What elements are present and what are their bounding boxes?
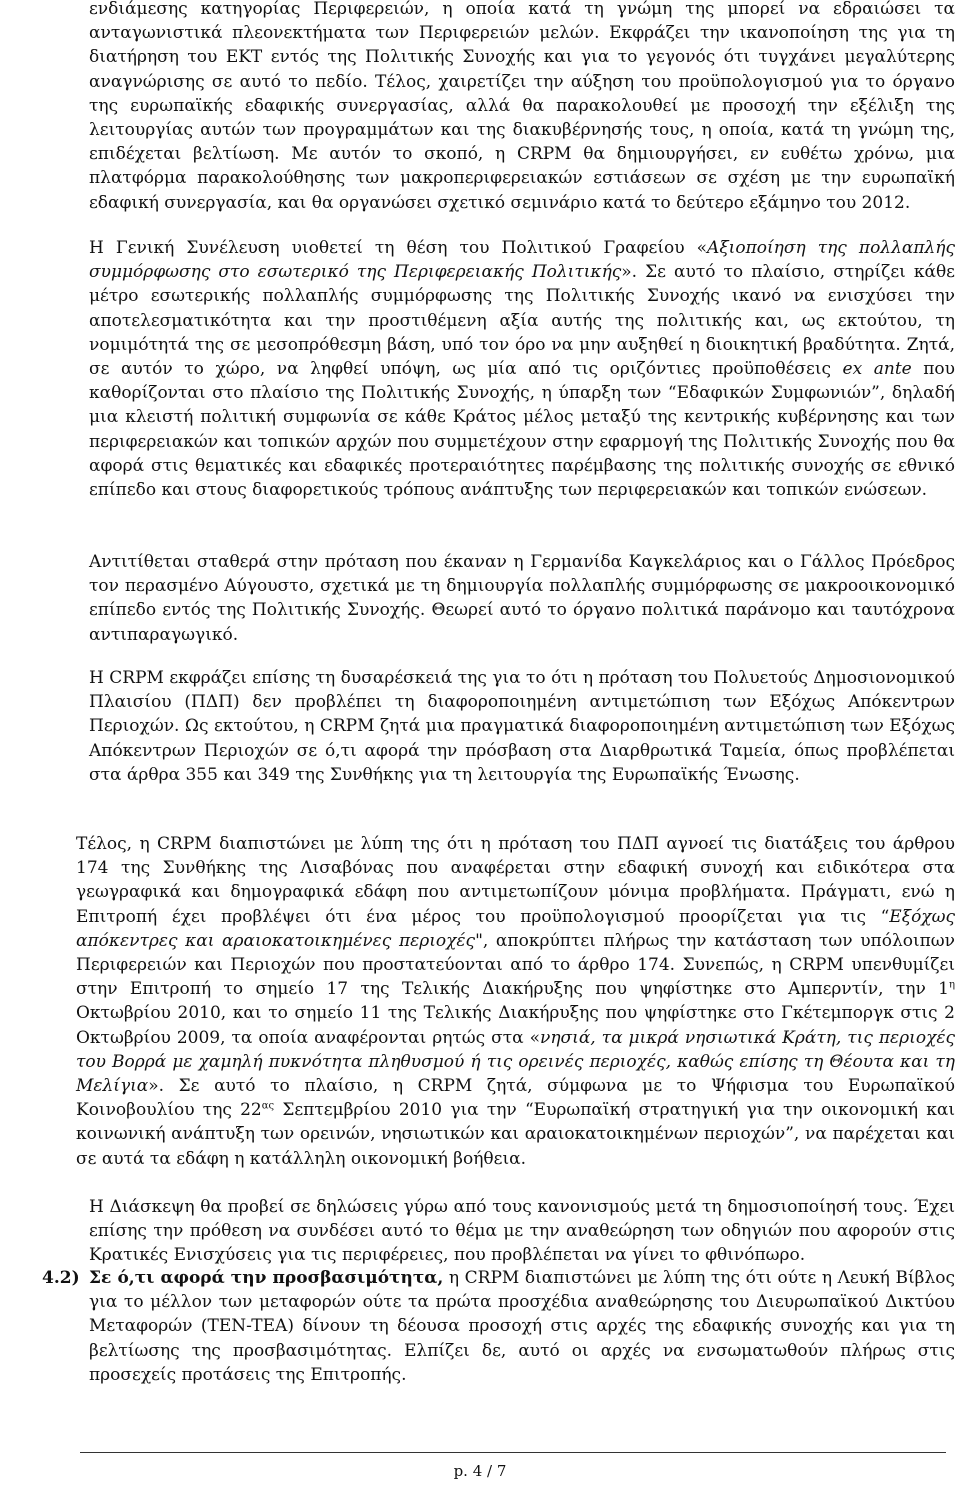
paragraph-3 — [89, 550, 955, 647]
paragraph-2-italic-ex-ante: ex ante — [842, 359, 912, 380]
page-number: p. 4 / 7 — [453, 1462, 507, 1480]
paragraph-5-italic-regions: Εξόχως απόκεντρες και αραιοκατοικημένες περιοχές — [76, 906, 955, 951]
paragraph-6 — [89, 1195, 955, 1268]
paragraph-1-text: ενδιάμεσης κατηγορίας Περιφερειών, η οποία κατά τη γνώμη της μπορεί να εδραιώσει τα ανταγωνιστικά πλεονεκτήματα των Περιφερειών μελών. Εκφράζει την ικανοποίηση της για τη διατήρηση του ΕΚΤ εντός της Πολιτικής Συνοχής και για το γεγονός ότι τυγχάνει μεγαλύτερης αναγνώρισης σε αυτό το πεδίο. Τέλος, χαιρετίζει την αύξηση του προϋπολογισμού για το όργανο της ευρωπαϊκής εδαφικής συνεργασίας, αλλά θα παρακολουθεί με προσοχή την εξέλιξη της λειτουργίας αυτών των προγραμμάτων και της διακυβέρνησής τους, η οποία, κατά τη γνώμη της, επιδέχεται βελτίωση. Με αυτόν το σκοπό, η CRPM θα δημιουργήσει, εν ευθέτω χρόνω, μια πλατφόρμα παρακολούθησης των μακροπεριφερειακών εστιάσεων σε σχέση με την ευρωπαϊκή εδαφική συνεργασία, και θα οργανώσει σχετικό σεμινάριο κατά το δεύτερο εξάμηνο του 2012. — [89, 0, 955, 213]
paragraph-5 — [76, 832, 955, 1171]
paragraph-2-italic-title: Αξιοποίηση της πολλαπλής συμμόρφωσης στο εσωτερικό της Περιφερειακής Πολιτικής — [89, 238, 955, 283]
paragraph-5-text-g: ». Σε αυτό το πλαίσιο, η CRPM ζητά, σύμφωνα με το Ψήφισμα του Ευρωπαϊκού Κοινοβουλίου της 22 — [76, 1076, 955, 1121]
paragraph-2-text-a: Η Γενική Συνέλευση υιοθετεί τη θέση του Πολιτικού Γραφείου « — [89, 238, 708, 258]
paragraph-2 — [89, 236, 955, 502]
paragraph-7 — [42, 1266, 955, 1387]
paragraph-6-text: Η Διάσκεψη θα προβεί σε δηλώσεις γύρω από τους κανονισμούς μετά τη δημοσιοποίησή τους. Έχει επίσης την πρόθεση να συνδέσει αυτό το θέμα με την αναθεώρηση των οδηγιών που αφορούν στις Κρατικές Ενισχύσεις για τις περιφέρειες, που προβλέπεται να γίνει το φθινόπωρο. — [89, 1197, 955, 1266]
paragraph-4-text: Η CRPM εκφράζει επίσης τη δυσαρέσκειά της για το ότι η πρόταση του Πολυετούς Δημοσιονομικού Πλαισίου (ΠΔΠ) δεν προβλέπει τη διαφοροποιημένη αντιμετώπιση των Εξόχως Απόκεντρων Περιοχών. Ως εκτούτου, η CRPM ζητά μια πραγματικά διαφοροποιημένη αντιμετώπιση των Εξόχως Απόκεντρων Περιοχών σε ό,τι αφορά την πρόσβαση στα Διαρθρωτικά Ταμεία, όπως προβλέπεται στα άρθρα 355 και 349 της Συνθήκης για τη λειτουργία της Ευρωπαϊκής Ένωσης. — [89, 668, 955, 785]
section-number: 4.2) — [42, 1268, 80, 1288]
paragraph-7-text: η CRPM διαπιστώνει με λύπη της ότι ούτε η Λευκή Βίβλος για το μέλλον των μεταφορών ούτε τα πρώτα προσχέδια αναθεώρησης του Διευρωπαϊκού Δικτύου Μεταφορών (TEN-TEA) δίνουν τη δέουσα προσοχή στις αρχές της εδαφικής συνοχής και για τη βελτίωσης της προσβασιμότητας. Ελπίζει δε, αυτό οι αρχές να ενσωματωθούν πλήρως στις προσεχείς προτάσεις της Επιτροπής. — [89, 1268, 955, 1385]
footer-divider — [80, 1452, 946, 1453]
paragraph-5-text-c: ", αποκρύπτει πλήρως την κατάσταση των υπόλοιπων Περιφερειών και Περιοχών που προστατεύονται από το άρθρο 174. Συνεπώς, η CRPM υπενθυμίζει στην Επιτροπή το σημείο 17 της Τελικής Διακήρυξης που ψηφίστηκε στο Αμπερντίν, την 1 — [76, 930, 955, 1000]
paragraph-1 — [89, 0, 955, 215]
paragraph-5-text-e: Οκτωβρίου 2010, και το σημείο 11 της Τελικής Διακήρυξης που ψηφίστηκε στο Γκέτεμποργκ στις 2 Οκτωβρίου 2009, τα οποία αναφέρονται ρητώς στα « — [76, 1003, 955, 1048]
paragraph-5-superscript-2: ας — [261, 1100, 275, 1112]
paragraph-5-superscript-1: η — [949, 979, 955, 991]
paragraph-3-text: Αντιτίθεται σταθερά στην πρόταση που έκαναν η Γερμανίδα Καγκελάριος και ο Γάλλος Πρόεδρος τον περασμένο Αύγουστο, σχετικά με τη δημιουργία πολλαπλής συμμόρφωσης σε μακροοικονομικό επίπεδο εντός της Πολιτικής Συνοχής. Θεωρεί αυτό το όργανο πολιτικά παράνομο και ταυτόχρονα αντιπαραγωγικό. — [89, 552, 955, 645]
paragraph-5-italic-quote: νησιά, τα μικρά νησιωτικά Κράτη, τις περιοχές του Βορρά με χαμηλή πυκνότητα πληθυσμού ή τις ορεινές περιοχές, καθώς επίσης τη Θέουτα και τη Μελίγια — [76, 1027, 956, 1097]
section-lead-bold: Σε ό,τι αφορά την προσβασιμότητα, — [89, 1268, 444, 1288]
paragraph-2-text-e: που καθορίζονται στο πλαίσιο της Πολιτικής Συνοχής, η ύπαρξη των “Εδαφικών Συμφωνιών”, δηλαδή μια κλειστή πολιτική συμφωνία σε κάθε Κράτος μέλος μεταξύ της κεντρικής κυβέρνησης και των περιφερειακών και τοπικών αρχών που συμμετέχουν στην εφαρμογή της Πολιτικής Συνοχής που θα αφορά στις θεματικές και εδαφικές προτεραιότητες παρέμβασης της πολιτικής συνοχής σε εθνικό επίπεδο και στους διαφορετικούς τρόπους ανάπτυξης των περιφερειακών και τοπικών ενώσεων. — [89, 359, 955, 501]
paragraph-2-text-c: ». Σε αυτό το πλαίσιο, στηρίζει κάθε μέτρο εσωτερικής πολλαπλής συμμόρφωσης της Πολιτικής Συνοχής ικανό να ενισχύσει την αποτελεσματικότητα και την προστιθέμενη αξία αυτής της πολιτικής και, ως εκτούτου, τη νομιμότητά της σε μεσοπρόθεσμη βάση, υπό τον όρο να μην αυξηθεί η διοικητική βραδύτητα. Ζητά, σε αυτόν το χώρο, να ληφθεί υπόψη, ως μία από τις οριζόντιες προϋποθέσεις — [89, 262, 955, 380]
paragraph-5-text-a: Τέλος, η CRPM διαπιστώνει με λύπη της ότι η πρόταση του ΠΔΠ αγνοεί τις διατάξεις του άρθρου 174 της Συνθήκης της Λισαβόνας που αναφέρεται στην εδαφική συνοχή και ειδικότερα στα γεωγραφικά και δημογραφικά εδάφη που αντιμετωπίζουν μόνιμα προβλήματα. Πράγματι, ενώ η Επιτροπή έχει προβλέψει ότι ένα μέρος του προϋπολογισμού προορίζεται για τις “ — [76, 834, 955, 927]
paragraph-5-text-i: Σεπτεμβρίου 2010 για την “Ευρωπαϊκή στρατηγική για την οικονομική και κοινωνική ανάπτυξη των ορεινών, νησιωτικών και αραιοκατοικημένων περιοχών”, να παρέχεται και σε αυτά τα εδάφη η κατάλληλη οικονομική βοήθεια. — [76, 1100, 955, 1169]
paragraph-4 — [89, 666, 955, 787]
